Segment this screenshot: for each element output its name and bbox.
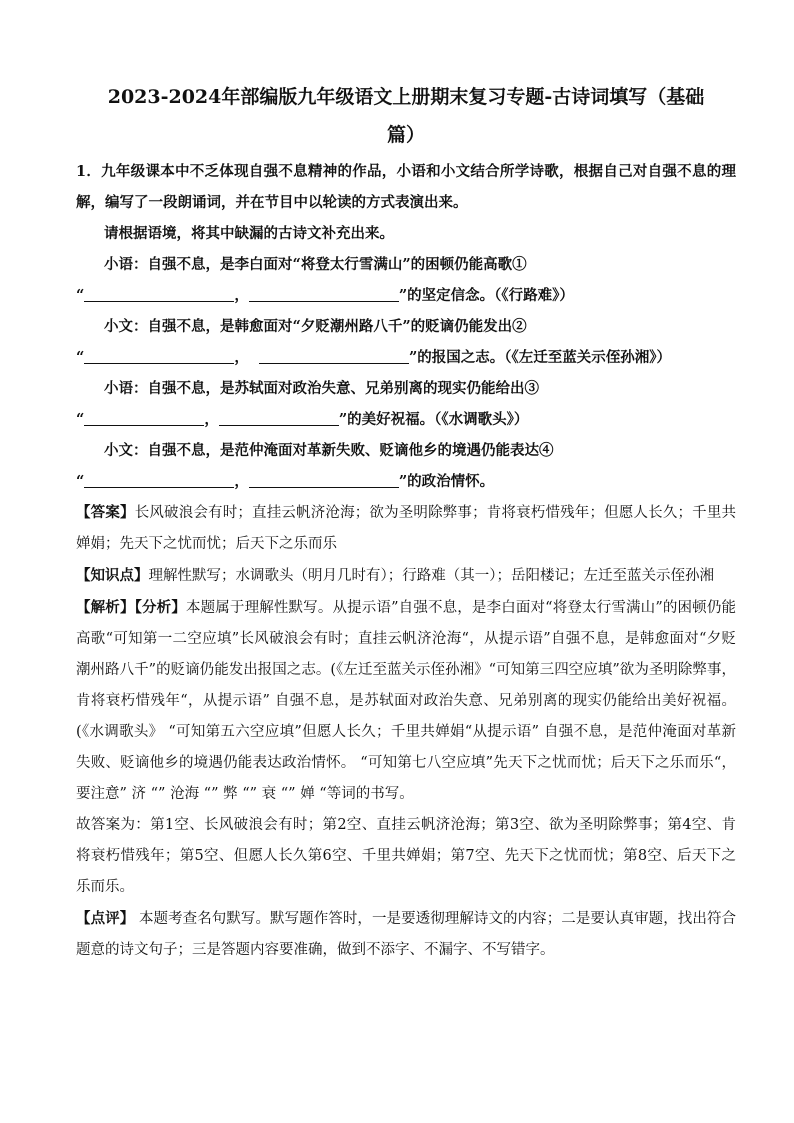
question-instruction: 请根据语境，将其中缺漏的古诗文补充出来。: [104, 225, 394, 242]
comment-section: [76, 903, 736, 966]
blank-5[interactable]: [84, 409, 204, 426]
comment-label: 【点评】: [76, 910, 135, 927]
blank-6[interactable]: [219, 409, 339, 426]
conclusion-text: 故答案为：第1空、长风破浪会有时；第2空、直挂云帆济沧海；第3空、欲为圣明除弊事；第4空、肯将衰朽惜残年；第5空、但愿人长久第6空、千里共婵娟；第7空、先天下之忧而忧；第8空、后天下之乐而乐。: [76, 817, 736, 895]
answer-section: [76, 497, 736, 560]
analysis-label: 【解析】【分析】: [76, 599, 186, 616]
knowledge-label: 【知识点】: [76, 567, 149, 584]
item-4-blanks: “ ， ”的政治情怀。: [76, 473, 495, 490]
analysis-section: [76, 592, 736, 810]
blank-7[interactable]: [84, 471, 234, 488]
blank-1[interactable]: [84, 285, 234, 302]
document-title: [76, 78, 736, 154]
item-1-lead: 小语：自强不息，是李白面对“将登太行雪满山”的困顿仍能高歌①: [104, 256, 527, 273]
blank-8[interactable]: [249, 471, 399, 488]
title-line-1: 2023-2024年部编版九年级语文上册期末复习专题-古诗词填写（基础: [107, 86, 705, 108]
item-4-lead: 小文：自强不息，是范仲淹面对革新失败、贬谪他乡的境遇仍能表达④: [104, 442, 554, 459]
answer-text: 长风破浪会有时；直挂云帆济沧海；欲为圣明除弊事；肯将衰朽惜残年；但愿人长久；千里共婵娟；先天下之忧而忧；后天下之乐而乐: [76, 505, 737, 552]
document-page: [76, 78, 736, 966]
item-2-blanks: “ ， ”的报国之志。（《左迁至蓝关示侄孙湘》）: [76, 349, 672, 366]
item-3-blanks: “ ， ”的美好祝福。（《水调歌头》）: [76, 411, 529, 428]
blank-3[interactable]: [84, 347, 234, 364]
knowledge-text: 理解性默写；水调歌头（明月几时有）；行路难（其一）；岳阳楼记；左迁至蓝关示侄孙湘: [148, 568, 714, 584]
item-2-lead: 小文：自强不息，是韩愈面对“夕贬潮州路八千”的贬谪仍能发出②: [104, 318, 527, 335]
knowledge-section: [76, 560, 736, 592]
answer-label: 【答案】: [76, 504, 135, 521]
question-1-intro: 1．九年级课本中不乏体现自强不息精神的作品，小语和小文结合所学诗歌，根据自己对自强不息的理解，编写了一段朗诵词，并在节目中以轮读的方式表演出来。: [76, 163, 736, 211]
title-line-2: 篇）: [386, 124, 425, 146]
blank-4[interactable]: [259, 347, 409, 364]
item-1-blanks: “ ， ”的坚定信念。（《行路难》）: [76, 287, 574, 304]
item-3-lead: 小语：自强不息，是苏轼面对政治失意、兄弟别离的现实仍能给出③: [104, 380, 539, 397]
analysis-text: 本题属于理解性默写。从提示语”自强不息，是李白面对“将登太行雪满山”的困顿仍能高歌“可知第一二空应填”长风破浪会有时；直挂云帆济沧海“，从提示语”自强不息，是韩愈面对“夕贬潮州路八千”的贬谪仍能发出报国之志。(《左迁至蓝关示侄孙湘》“可知第三四空应填”欲为圣明除弊事，肯将衰朽惜残年“，从提示语” 自强不息，是苏轼面对政治失意、兄弟别离的现实仍能给出美好祝福。(《水调歌头》 “可知第五六空应填”但愿人长久；千里共婵娟“从提示语” 自强不息，是范仲淹面对革新失败、贬谪他乡的境遇仍能表达政治情怀。 “可知第七八空应填”先天下之忧而忧；后天下之乐而乐“，要注意” 济 “” 沧海 “” 弊 “” 衰 “” 婵 “等词的书写。: [76, 600, 736, 802]
comment-text: 本题考查名句默写。默写题作答时，一是要透彻理解诗文的内容；二是要认真审题，找出符合题意的诗文句子；三是答题内容要准确，做到不添字、不漏字、不写错字。: [76, 911, 737, 958]
blank-2[interactable]: [249, 285, 399, 302]
